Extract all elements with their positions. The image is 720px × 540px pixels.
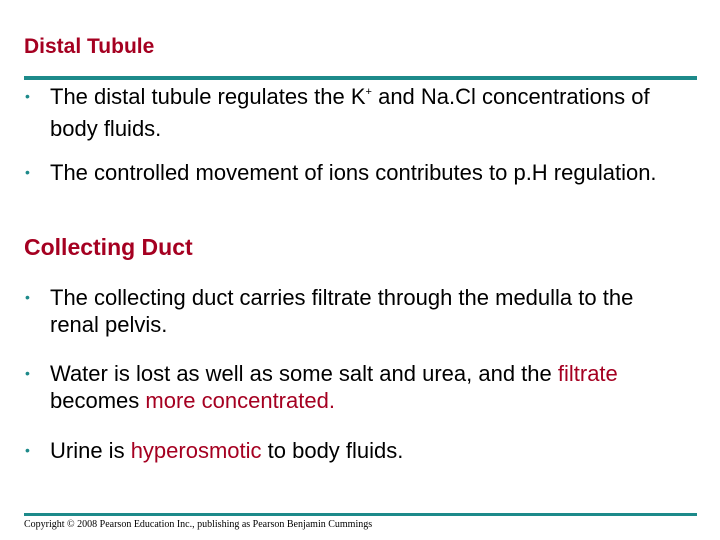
highlight-period: .	[328, 388, 335, 413]
bullet-text-part: Urine is	[50, 438, 131, 463]
bottom-divider	[24, 513, 697, 516]
top-divider	[24, 76, 697, 80]
bullet-marker: •	[25, 164, 30, 180]
bullet-text-part: becomes	[50, 388, 146, 413]
highlight-hyperosmotic: hyperosmotic	[130, 438, 262, 463]
bullet-text	[50, 83, 685, 142]
highlight-filtrate: filtrate	[557, 361, 618, 386]
distal-tubule-heading: Distal Tubule	[24, 35, 155, 58]
bullet-ph-regulation	[25, 159, 685, 186]
bullet-marker: •	[25, 365, 30, 381]
bullet-marker: •	[25, 88, 30, 104]
collecting-duct-heading: Collecting Duct	[24, 234, 193, 260]
superscript-plus: +	[365, 86, 372, 98]
copyright-notice: Copyright © 2008 Pearson Education Inc., publishing as Pearson Benjamin Cummings	[24, 519, 373, 530]
bullet-text-part: Water is lost as well as some salt and urea, and the	[50, 361, 558, 386]
bullet-text-part: to body fluids.	[261, 438, 404, 463]
bullet-text-part: and Na.Cl concentrations of body fluids.	[50, 84, 650, 141]
bullet-text	[50, 360, 685, 414]
bullet-urine-hyperosmotic	[25, 437, 685, 464]
bullet-text	[50, 437, 685, 464]
bullet-text-part: The distal tubule regulates the K	[50, 84, 366, 109]
bullet-distal-regulation	[25, 83, 685, 142]
highlight-more-concentrated: more concentrated	[145, 388, 329, 413]
bullet-text: The controlled movement of ions contributes to p.H regulation.	[50, 160, 657, 185]
bullet-collecting-duct-path	[25, 284, 685, 338]
bullet-marker: •	[25, 289, 30, 305]
bullet-water-loss	[25, 360, 685, 414]
bullet-text: The collecting duct carries filtrate through the medulla to the renal pelvis.	[50, 285, 634, 337]
bullet-marker: •	[25, 442, 30, 458]
